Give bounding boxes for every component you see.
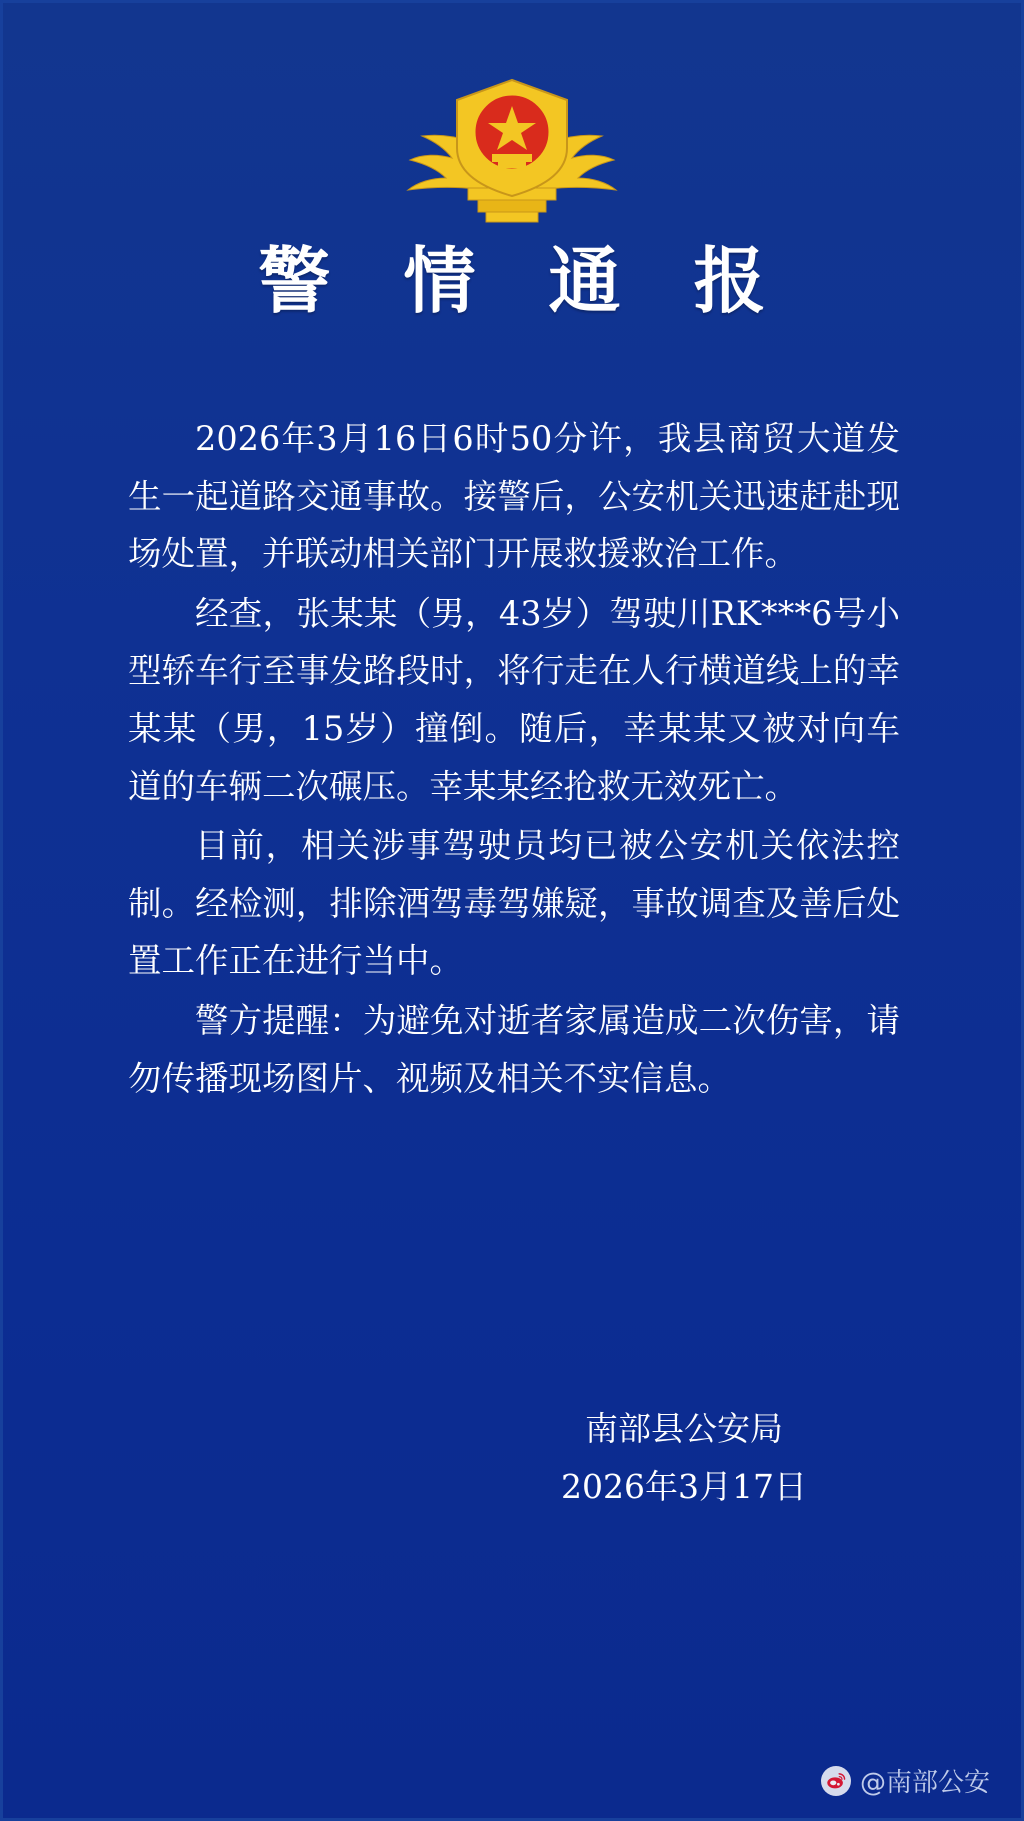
notice-paragraph-1: 2026年3月16日6时50分许，我县商贸大道发生一起道路交通事故。接警后，公安机关迅速赶赴现场处置，并联动相关部门开展救援救治工作。	[128, 419, 900, 574]
issue-date: 2026年3月17日	[561, 1466, 807, 1506]
weibo-account-name: @南部公安	[859, 1768, 990, 1798]
notice-paragraph-2: 经查，张某某（男，43岁）驾驶川RK***6号小型轿车行至事发路段时，将行走在人行横道线上的幸某某（男，15岁）撞倒。随后，幸某某又被对向车道的车辆二次碾压。幸某某经抢救无效死亡。	[128, 593, 900, 806]
issuing-authority: 南部县公安局	[585, 1409, 783, 1448]
weibo-watermark	[821, 1762, 990, 1799]
page-title: 警 情 通 报	[258, 238, 790, 323]
china-police-emblem	[382, 70, 642, 230]
notice-paragraph-4: 警方提醒：为避免对逝者家属造成二次伤害，请勿传播现场图片、视频及相关不实信息。	[128, 1001, 900, 1098]
signature-block	[474, 1400, 894, 1516]
notice-paragraph-3: 目前，相关涉事驾驶员均已被公安机关依法控制。经检测，排除酒驾毒驾嫌疑，事故调查及善后处置工作正在进行当中。	[128, 826, 900, 981]
weibo-icon	[821, 1766, 851, 1796]
notice-body	[128, 410, 900, 1109]
